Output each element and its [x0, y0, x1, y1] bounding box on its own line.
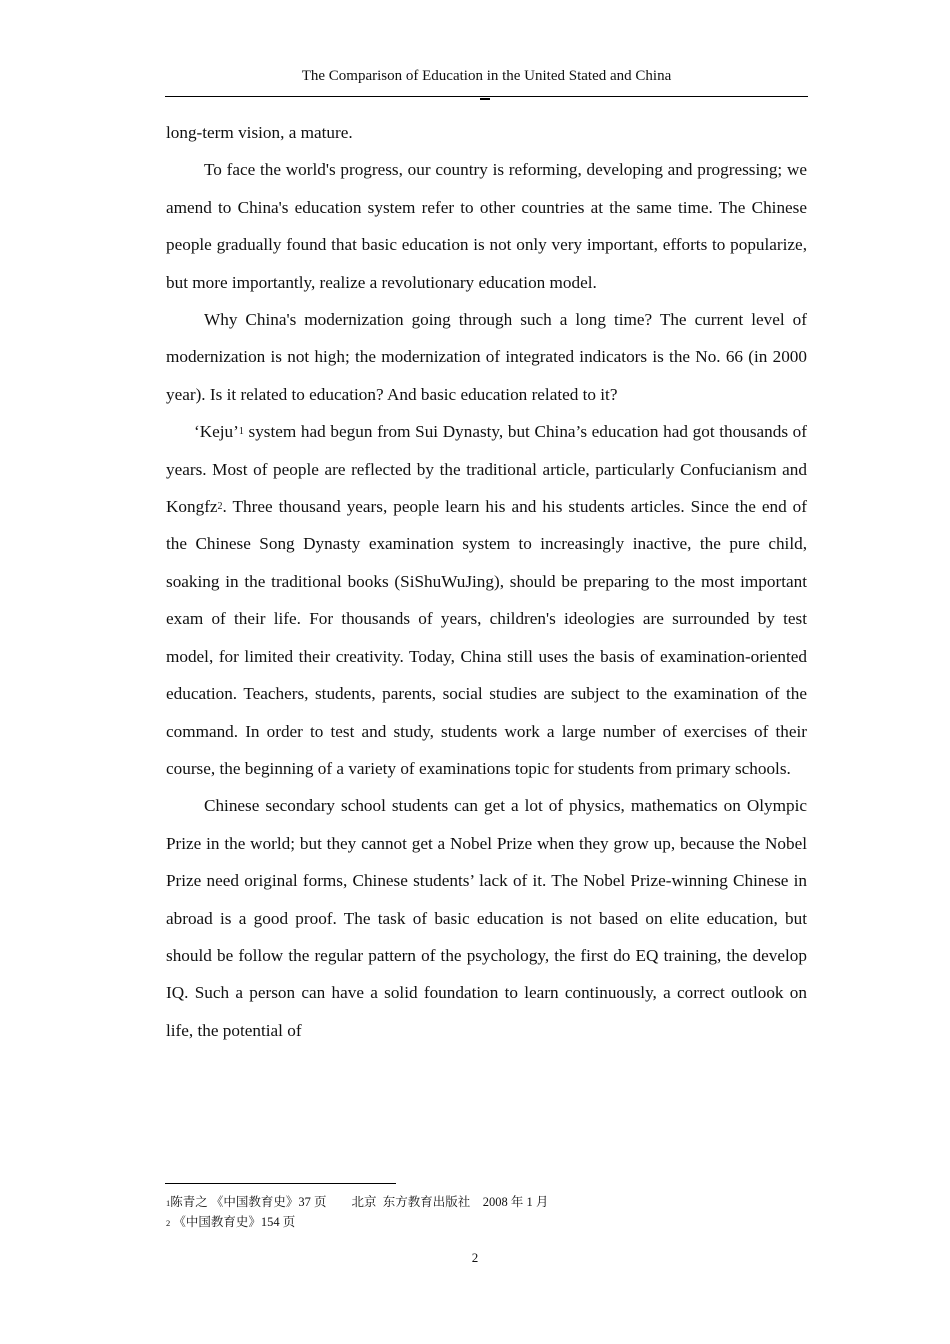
body-text — [166, 114, 807, 1049]
footnote-ref-1[interactable]: 1 — [238, 426, 244, 438]
paragraph-modernization: Why China's modernization going through such a long time? The current level of modernization is not high; the modernization of integrated indicators is the No. 66 (in 2000 year). Is it related to education? And basic education related to it? — [166, 310, 807, 404]
page-header-title: The Comparison of Education in the United Stated and China — [301, 68, 672, 84]
keju-text-2: . Three thousand years, people learn his and his students articles. Since the end of the Chinese Song Dynasty examination system to increasingly inactive, the pure child, soaking in the traditional books (SiShuWuJing), should be preparing to the most important exam of their life. For thousands of years, children's ideologies are surrounded by test model, for limited their creativity. Today, China still uses the basis of examination-oriented education. Teachers, students, parents, social studies are subject to the examination of the command. In order to test and study, students work a large number of exercises of their course, the beginning of a variety of examinations topic for students from primary schools. — [166, 497, 807, 778]
header-rule — [165, 96, 808, 97]
paragraph-reform: To face the world's progress, our country is reforming, developing and progressing; we amend to China's education system refer to other countries at the same time. The Chinese people gradually found that basic education is not only very important, efforts to popularize, but more importantly, realize a revolutionary education model. — [166, 160, 807, 292]
footnote-ref-2[interactable]: 2 — [217, 501, 223, 513]
paragraph-keju — [166, 413, 807, 787]
footnote-1 — [166, 1193, 548, 1213]
footnote-rule — [165, 1183, 396, 1184]
header-mark — [480, 98, 490, 100]
footnote-1-text: 陈青之 《中国教育史》37 页 北京 东方教育出版社 2008 年 1 月 — [170, 1195, 549, 1209]
footnote-2-number: 2 — [166, 1218, 171, 1228]
paragraph-nobel: Chinese secondary school students can get a lot of physics, mathematics on Olympic Prize in the world; but they cannot get a Nobel Prize when they grow up, because the Nobel Prize need original forms, Chinese students’ lack of it. The Nobel Prize-winning Chinese in abroad is a good proof. The task of basic education is not based on elite education, but should be follow the regular pattern of the psychology, the first do EQ training, the develop IQ. Such a person can have a solid foundation to learn continuously, a correct outlook on life, the potential of — [166, 796, 807, 1040]
keju-term: ‘Keju’ — [194, 422, 239, 442]
footnote-2-text: 《中国教育史》154 页 — [170, 1215, 296, 1229]
footnote-1-number: 1 — [166, 1198, 171, 1208]
keju-text-1: system had begun from Sui Dynasty, but China’s education had got thousands of years. Most of people are reflected by the traditional article, particularly Confucianism and Kongfz — [166, 422, 807, 517]
page-number: 2 — [471, 1250, 479, 1265]
footnotes — [166, 1193, 548, 1233]
footnote-2 — [166, 1213, 548, 1233]
paragraph-continuation: long-term vision, a mature. — [166, 123, 353, 142]
